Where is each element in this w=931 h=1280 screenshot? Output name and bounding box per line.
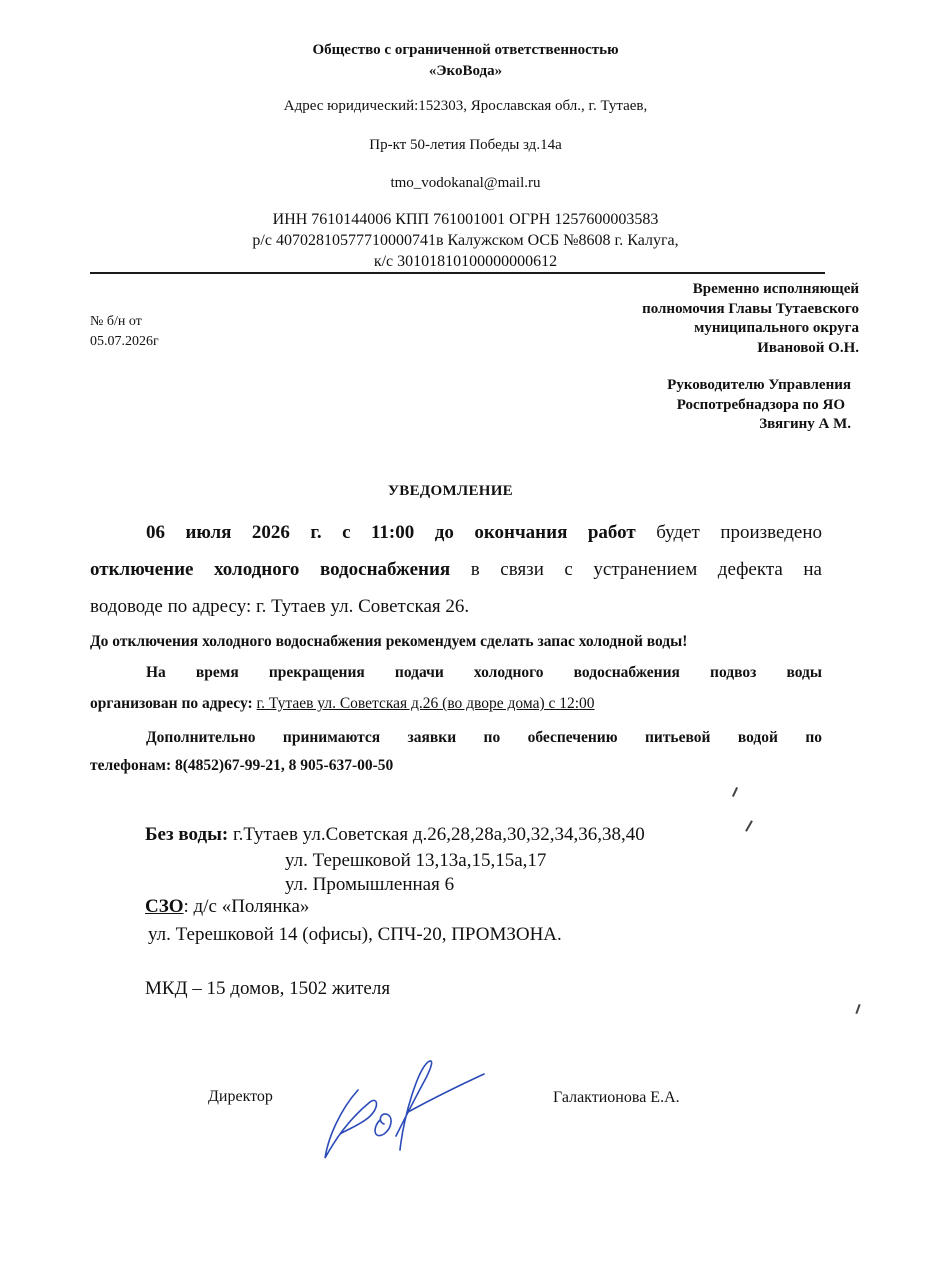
notice-p1-line3: водоводе по адресу: г. Тутаев ул. Советская 26.: [90, 596, 470, 617]
affected-address1: г.Тутаев ул.Советская д.26,28,28а,30,32,34,36,38,40: [228, 824, 645, 845]
notice-date-time: 06 июля 2026 г. с 11:00 до окончания работ: [146, 522, 636, 543]
affected-line2: ул. Терешковой 13,13а,15,15а,17: [285, 850, 547, 871]
signature-icon: [300, 1050, 500, 1165]
szo-line2: ул. Терешковой 14 (офисы), СПЧ-20, ПРОМЗОНА.: [148, 924, 562, 945]
notice-p1-line1: [90, 522, 822, 544]
org-name-line1: Общество с ограниченной ответственностью: [312, 42, 619, 58]
addressee-rospotreb-line3: Звягину А М.: [759, 416, 851, 432]
reference-date: 05.07.2026г: [90, 334, 159, 349]
signature-role: Директор: [208, 1088, 273, 1105]
requisites-line3: к/с 30101810100000000612: [373, 253, 558, 270]
addressee-rospotreb-line2: Роспотребнадзора по ЯО: [676, 396, 845, 413]
header-divider: [90, 272, 825, 274]
notice-p4-line1: Дополнительно принимаются заявки по обеспечению питьевой водой по: [146, 729, 822, 746]
addressee-head: [499, 280, 859, 358]
addressee-head-line2: полномочия Главы Тутаевского: [642, 300, 859, 317]
address-line2: Пр-кт 50-летия Победы зд.14а: [369, 137, 562, 153]
requisites-line2: р/с 40702810577710000741в Калужском ОСБ №8608 г. Калуга,: [252, 232, 679, 249]
notice-p3-line1: На время прекращения подачи холодного водоснабжения подвоз воды: [146, 664, 822, 681]
notice-p1-rest: будет произведено: [635, 522, 822, 543]
affected-label: Без воды:: [145, 824, 229, 845]
notice-p1-line2: [90, 559, 822, 581]
szo-label: СЗО: [145, 896, 184, 917]
notice-phones: телефонам: 8(4852)67-99-21, 8 905-637-00-50: [90, 757, 394, 774]
affected-line1: [145, 824, 645, 846]
signature-name: Галактионова Е.А.: [553, 1089, 680, 1106]
water-delivery-address: г. Тутаев ул. Советская д.26 (во дворе дома) с 12:00: [256, 695, 595, 712]
scan-mark: [745, 820, 753, 831]
notice-title: УВЕДОМЛЕНИЕ: [388, 483, 513, 499]
notice-p3-label: организован по адресу:: [90, 695, 257, 712]
requisites-line1: ИНН 7610144006 КПП 761001001 ОГРН 1257600003583: [272, 211, 659, 228]
notice-p3-line2: [90, 695, 822, 713]
szo-kindergarten: : д/с «Полянка»: [183, 896, 310, 917]
notice-p1-rest2: в связи с устранением дефекта на: [450, 559, 822, 580]
addressee-head-line1: Временно исполняющей: [692, 281, 859, 297]
addressee-rospotreb-line1: Руководителю Управления: [667, 377, 851, 393]
org-name-line2: «ЭкоВода»: [428, 63, 503, 79]
addressee-head-line3: муниципального округа: [694, 320, 859, 336]
email: tmo_vodokanal@mail.ru: [390, 175, 541, 191]
addressee-rospotreb: [491, 376, 851, 435]
mkd-summary: МКД – 15 домов, 1502 жителя: [145, 978, 391, 999]
notice-recommendation: До отключения холодного водоснабжения рекомендуем сделать запас холодной воды!: [90, 633, 688, 650]
notice-shutdown: отключение холодного водоснабжения: [90, 559, 451, 580]
addressee-head-line4: Ивановой О.Н.: [757, 339, 859, 356]
legal-address: Адрес юридический:152303, Ярославская обл., г. Тутаев,: [283, 98, 648, 114]
reference-block: [90, 312, 159, 352]
affected-line3: ул. Промышленная 6: [285, 874, 455, 895]
szo-line1: [145, 896, 309, 918]
reference-number: № б/н от: [90, 314, 142, 329]
scan-mark: [855, 1004, 860, 1014]
scan-mark: [732, 787, 738, 797]
